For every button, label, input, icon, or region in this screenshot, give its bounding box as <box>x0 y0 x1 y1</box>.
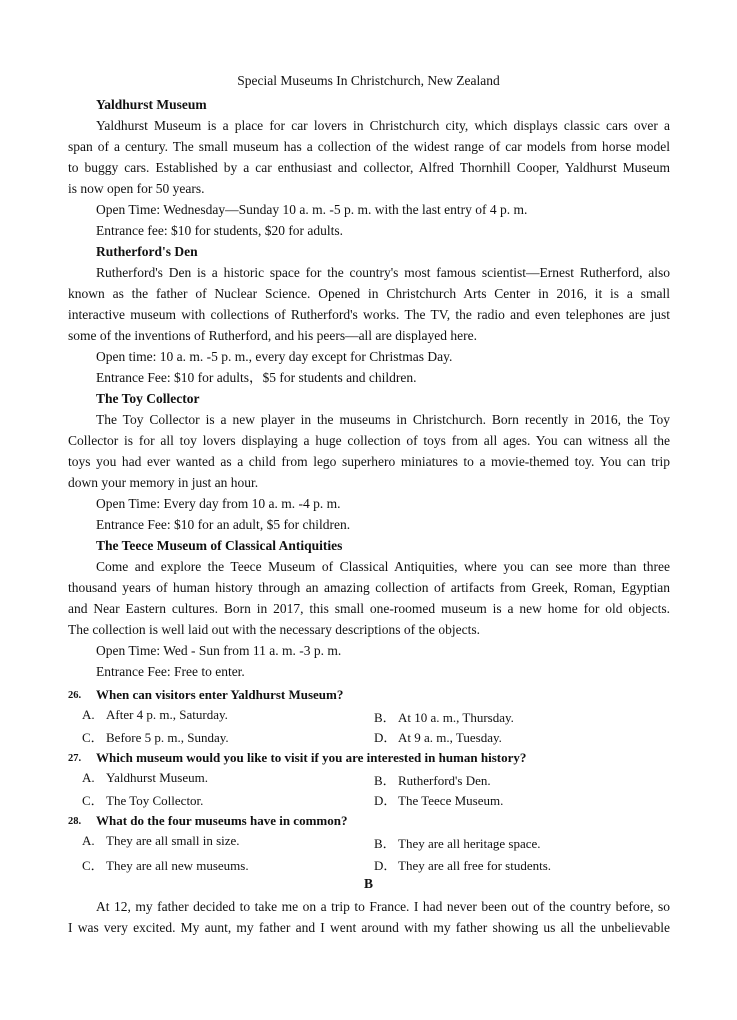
paragraph-line: At 12, my father decided to take me on a trip to France. I had never been out of the country before, so <box>96 899 670 914</box>
paragraph-line: I was very excited. My aunt, my father and I went around with my father showing us all the unbelievable <box>68 920 670 935</box>
option-a <box>82 707 228 723</box>
paragraph-line: is now open for 50 years. <box>68 181 205 196</box>
option-text: They are all heritage space. <box>398 836 541 851</box>
paragraph-line: to buggy cars. Established by a car enthusiast and collector, Alfred Thornhill Cooper, Yaldhurst Museum <box>68 160 670 175</box>
option-text: At 10 a. m., Thursday. <box>398 710 514 725</box>
option-d <box>374 855 551 874</box>
paragraph-line: Rutherford's Den is a historic space for the country's most famous scientist—Ernest Rutherford, also <box>96 265 670 280</box>
paragraph-line: and Near Eastern cultures. Born in 2017, this small one-roomed museum is a new home for old objects. <box>68 601 670 616</box>
entrance-fee: Entrance Fee: $10 for an adult, $5 for children. <box>96 517 351 532</box>
open-time: Open Time: Wed - Sun from 11 a. m. -3 p. m. <box>96 643 342 658</box>
option-text: The Teece Museum. <box>398 793 504 808</box>
option-letter: B． <box>374 836 396 851</box>
option-letter: A. <box>82 770 95 785</box>
question-number: 26. <box>68 690 82 701</box>
option-text: After 4 p. m., Saturday. <box>106 707 228 722</box>
open-time: Open Time: Every day from 10 a. m. -4 p. m. <box>96 496 341 511</box>
paragraph-line: Yaldhurst Museum is a place for car lovers in Christchurch city, which displays classic cars over a <box>96 118 670 133</box>
option-d <box>374 727 502 746</box>
museum-heading-toy-collector: The Toy Collector <box>96 391 200 406</box>
question-number: 28. <box>68 816 82 827</box>
paragraph-line: down your memory in just an hour. <box>68 475 259 490</box>
option-text: At 9 a. m., Tuesday. <box>398 730 502 745</box>
entrance-fee: Entrance Fee: Free to enter. <box>96 664 245 679</box>
option-b <box>374 707 514 726</box>
option-letter: C． <box>82 793 104 808</box>
option-text: They are all free for students. <box>398 858 552 873</box>
question-text: When can visitors enter Yaldhurst Museum? <box>96 687 344 702</box>
question-text: What do the four museums have in common? <box>96 813 348 828</box>
question-text: Which museum would you like to visit if you are interested in human history? <box>96 750 527 765</box>
option-text: They are all small in size. <box>106 833 240 848</box>
paragraph-line: The Toy Collector is a new player in the museums in Christchurch. Born recently in 2016, the Toy <box>96 412 670 427</box>
option-c <box>82 727 229 746</box>
option-letter: B． <box>374 773 396 788</box>
option-text: Rutherford's Den. <box>398 773 491 788</box>
option-d <box>374 790 503 809</box>
option-text: The Toy Collector. <box>106 793 204 808</box>
section-heading: B <box>363 876 373 891</box>
paragraph-line: interactive museum with collections of Rutherford's works. The TV, the radio and even telephones are just <box>68 307 670 322</box>
option-b <box>374 770 491 789</box>
museum-heading-teece: The Teece Museum of Classical Antiquities <box>96 538 343 553</box>
question-number: 27. <box>68 753 82 764</box>
option-letter: B． <box>374 710 396 725</box>
paragraph-line: The collection is well laid out with the necessary descriptions of the objects. <box>68 622 481 637</box>
option-letter: D． <box>374 730 397 745</box>
entrance-fee: Entrance fee: $10 for students, $20 for adults. <box>96 223 344 238</box>
option-letter: A. <box>82 833 95 848</box>
entrance-fee: Entrance Fee: $10 for adults，$5 for students and children. <box>96 370 417 385</box>
option-letter: C． <box>82 730 104 745</box>
page-title: Special Museums In Christchurch, New Zealand <box>237 73 500 88</box>
paragraph-line: some of the inventions of Rutherford, and his peers—all are displayed here. <box>68 328 478 343</box>
paragraph-line: known as the father of Nuclear Science. Opened in Christchurch Arts Center in 2016, it is a small <box>68 286 670 301</box>
museum-heading-yaldhurst: Yaldhurst Museum <box>96 97 207 112</box>
option-c <box>82 790 203 809</box>
option-text: Before 5 p. m., Sunday. <box>106 730 229 745</box>
paragraph-line: Come and explore the Teece Museum of Classical Antiquities, where you can see more than three <box>96 559 670 574</box>
option-letter: D． <box>374 858 397 873</box>
option-letter: A. <box>82 707 95 722</box>
open-time: Open time: 10 a. m. -5 p. m., every day except for Christmas Day. <box>96 349 453 364</box>
option-text: They are all new museums. <box>106 858 249 873</box>
paragraph-line: thousand years of human history through an amazing collection of artifacts from Greek, Roman, Egyptian <box>68 580 670 595</box>
paragraph-line: span of a century. The small museum has a collection of the widest range of car models from horse model <box>68 139 670 154</box>
option-a <box>82 770 208 786</box>
option-letter: C． <box>82 858 104 873</box>
option-letter: D． <box>374 793 397 808</box>
museum-heading-rutherford: Rutherford's Den <box>96 244 198 259</box>
paragraph-line: Collector is for all toy lovers displaying a huge collection of toys from all ages. You can witness all the <box>68 433 670 448</box>
paragraph-line: toys you had ever wanted as a child from lego superhero miniatures to a movie-themed toy. You can trip <box>68 454 670 469</box>
option-text: Yaldhurst Museum. <box>106 770 208 785</box>
option-b <box>374 833 541 852</box>
open-time: Open Time: Wednesday—Sunday 10 a. m. -5 p. m. with the last entry of 4 p. m. <box>96 202 528 217</box>
option-c <box>82 855 249 874</box>
option-a <box>82 833 240 849</box>
